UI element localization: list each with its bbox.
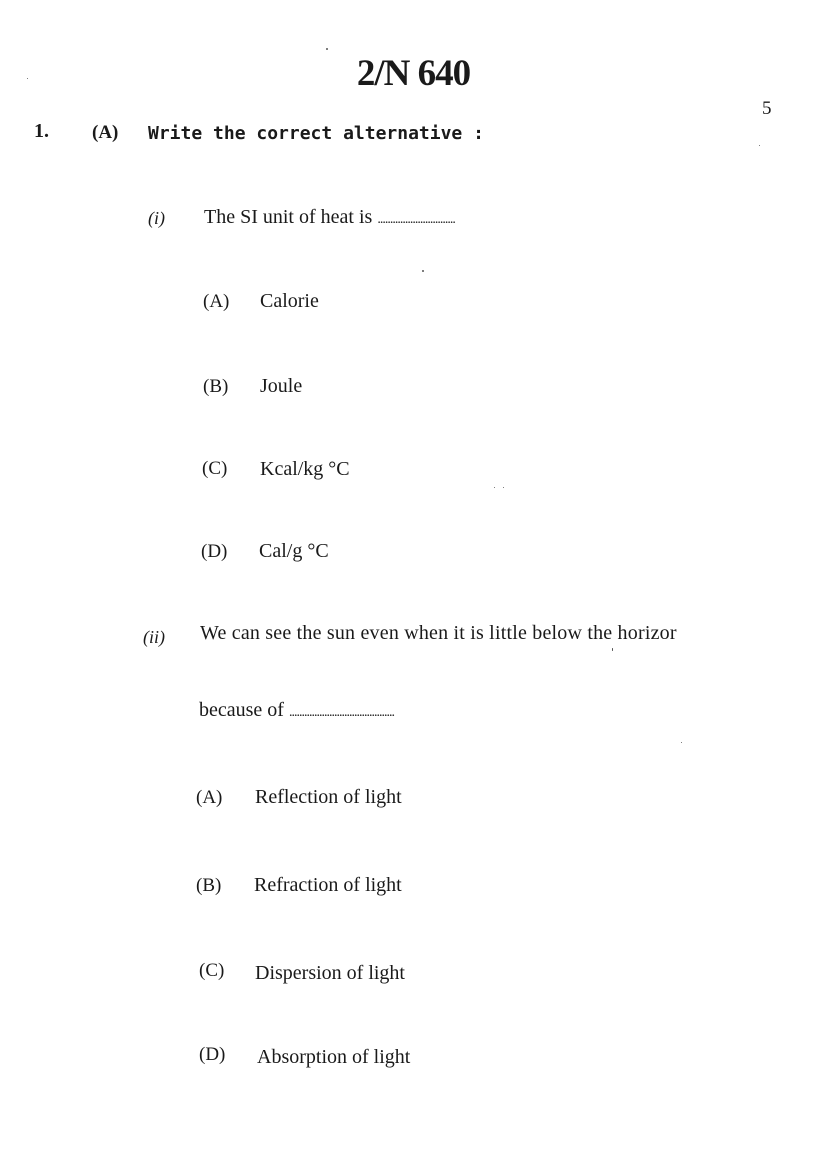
scan-speck [759, 145, 760, 146]
stem-text: because of [199, 699, 284, 721]
option-letter: (C) [202, 458, 228, 479]
option-letter: (C) [199, 960, 225, 981]
option-text: Absorption of light [257, 1046, 411, 1068]
scan-speck [27, 78, 28, 79]
question-number: 1. [34, 120, 49, 142]
scan-speck [494, 487, 495, 488]
option-letter: (A) [203, 291, 230, 312]
stem-text: The SI unit of heat is [204, 206, 373, 228]
option-letter: (B) [203, 376, 229, 397]
item-stem-i [204, 206, 455, 229]
item-roman-ii: (ii) [143, 627, 165, 647]
answer-blank: ............................... [377, 212, 455, 227]
scan-speck [503, 487, 504, 488]
option-letter: (B) [196, 875, 222, 896]
option-text: Joule [260, 375, 303, 397]
scan-speck [422, 270, 424, 272]
option-letter: (D) [201, 541, 228, 562]
item-stem-ii-line2 [199, 699, 394, 722]
option-text: Refraction of light [254, 874, 402, 896]
item-stem-ii-line1: We can see the sun even when it is little below the horizor [200, 622, 677, 644]
option-letter: (A) [196, 787, 223, 808]
scan-speck [681, 742, 682, 743]
scan-speck [326, 48, 328, 50]
option-text: Calorie [260, 290, 319, 312]
paper-code: 2/N 640 [356, 53, 471, 94]
option-text: Kcal/kg °C [260, 458, 350, 480]
item-roman-i: (i) [148, 208, 165, 228]
option-text: Dispersion of light [255, 962, 405, 984]
page-number: 5 [762, 98, 772, 119]
answer-blank: .......................................... [288, 705, 394, 720]
option-text: Cal/g °C [259, 540, 329, 562]
scan-speck [612, 648, 613, 651]
option-text: Reflection of light [255, 786, 402, 808]
option-letter: (D) [199, 1044, 226, 1065]
instruction-text: Write the correct alternative : [148, 123, 484, 144]
section-label: (A) [92, 122, 119, 143]
